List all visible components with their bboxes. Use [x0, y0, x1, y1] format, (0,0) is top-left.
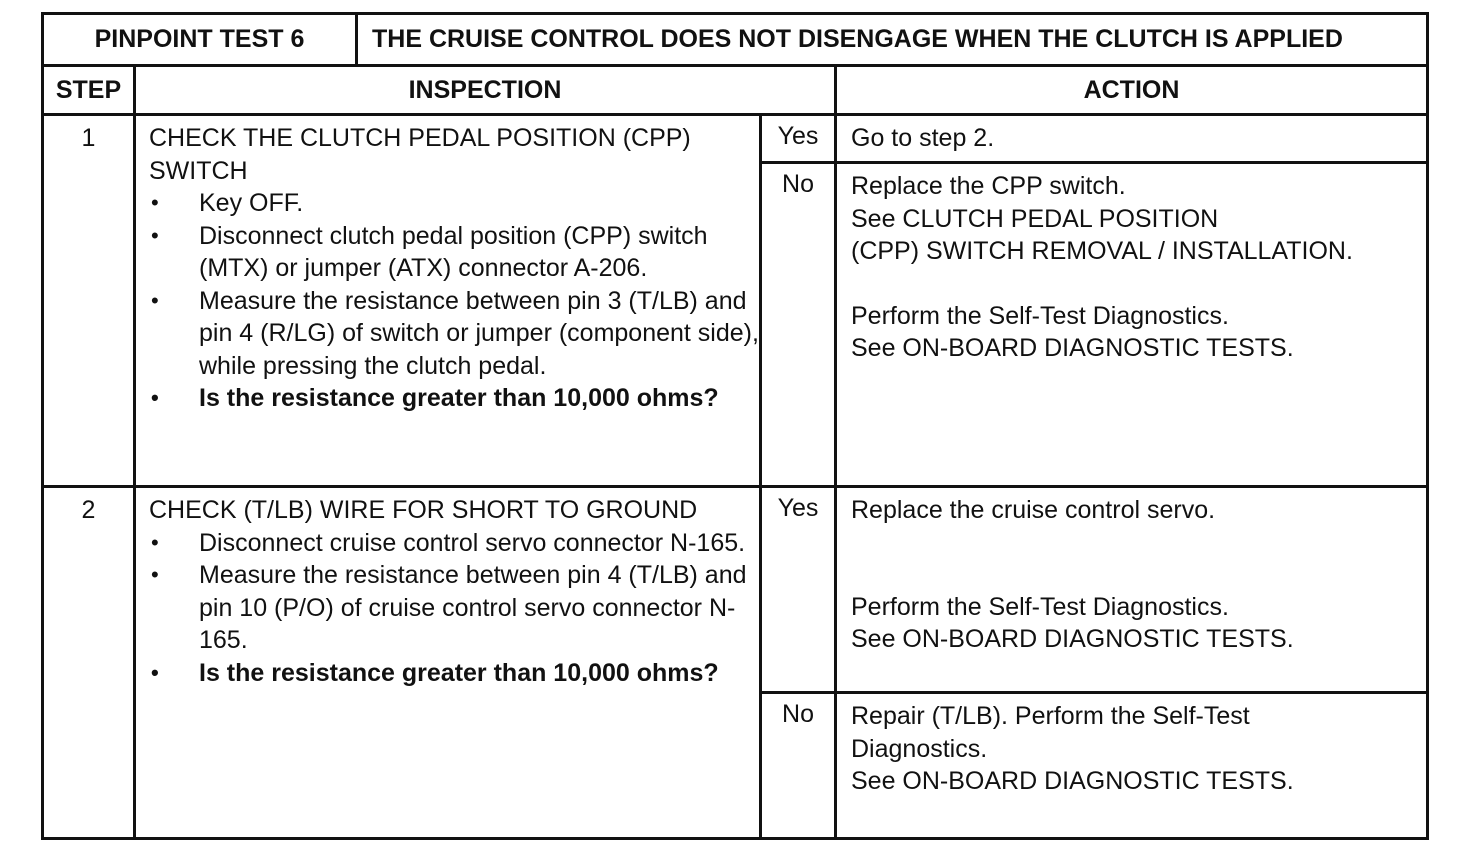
no-branch [762, 691, 1426, 837]
yes-action [834, 488, 1426, 691]
action-line: Diagnostics. [851, 734, 988, 763]
yes-label: Yes [777, 122, 819, 150]
inspection-bullet: • Disconnect cruise control servo connector N-165. [149, 527, 759, 560]
inspection-header: INSPECTION [133, 67, 834, 113]
action-line: Perform the Self-Test Diagnostics. [851, 301, 1229, 330]
step-header: STEP [55, 75, 122, 104]
action-line: Replace the CPP switch. [851, 172, 1126, 200]
action-line: Go to step 2. [851, 124, 995, 152]
inspection-bullet: • Disconnect clutch pedal position (CPP) switch (MTX) or jumper (ATX) connector A-206. [149, 220, 759, 285]
no-label: No [782, 700, 814, 728]
test-title: THE CRUISE CONTROL DOES NOT DISENGAGE WHEN THE CLUTCH IS APPLIED [355, 15, 1426, 64]
yes-branch [762, 488, 1426, 691]
no-action [834, 164, 1426, 485]
action-line-blank [851, 268, 1426, 300]
action-line: Replace the cruise control servo. [851, 496, 1216, 524]
inspection-question: • Is the resistance greater than 10,000 ohms? [149, 657, 759, 690]
decision-cell [759, 116, 1426, 485]
inspection-bullet: • Key OFF. [149, 187, 759, 220]
action-line: See CLUTCH PEDAL POSITION [851, 204, 1219, 233]
test-label: PINPOINT TEST 6 [94, 25, 305, 53]
action-line: (CPP) SWITCH REMOVAL / INSTALLATION. [851, 237, 1353, 265]
action-line-blank [851, 527, 1426, 559]
yes-action [834, 116, 1426, 161]
header-row [44, 64, 1426, 113]
inspection-cell [133, 488, 759, 837]
pinpoint-test-table [41, 12, 1429, 840]
no-branch [762, 161, 1426, 485]
action-line: See ON-BOARD DIAGNOSTIC TESTS. [851, 625, 1294, 653]
action-header: ACTION [834, 67, 1426, 113]
inspection-heading: CHECK (T/LB) WIRE FOR SHORT TO GROUND [149, 496, 698, 524]
yes-branch [762, 116, 1426, 161]
inspection-bullet: • Measure the resistance between pin 3 (T/LB) and pin 4 (R/LG) of switch or jumper (component side), while pressing the clutch pedal. [149, 285, 759, 383]
action-line: Repair (T/LB). Perform the Self-Test [851, 702, 1250, 730]
yes-label: Yes [777, 494, 819, 522]
no-action [834, 694, 1426, 837]
action-line: See ON-BOARD DIAGNOSTIC TESTS. [851, 334, 1294, 362]
action-line: Perform the Self-Test Diagnostics. [851, 592, 1229, 621]
inspection-question: • Is the resistance greater than 10,000 ohms? [149, 382, 759, 415]
step-row-1 [44, 113, 1426, 485]
inspection-bullets [149, 187, 759, 415]
action-line-blank [851, 559, 1426, 591]
inspection-bullet: • Measure the resistance between pin 4 (T/LB) and pin 10 (P/O) of cruise control servo connector N-165. [149, 559, 759, 657]
inspection-cell [133, 116, 759, 485]
no-label: No [782, 170, 814, 198]
step-number: 2 [81, 496, 96, 524]
inspection-heading: CHECK THE CLUTCH PEDAL POSITION (CPP) SWITCH [149, 124, 691, 185]
step-number: 1 [81, 124, 96, 152]
action-line: See ON-BOARD DIAGNOSTIC TESTS. [851, 767, 1294, 795]
title-row [44, 15, 1426, 64]
inspection-bullets [149, 527, 759, 690]
step-row-2 [44, 485, 1426, 837]
decision-cell [759, 488, 1426, 837]
